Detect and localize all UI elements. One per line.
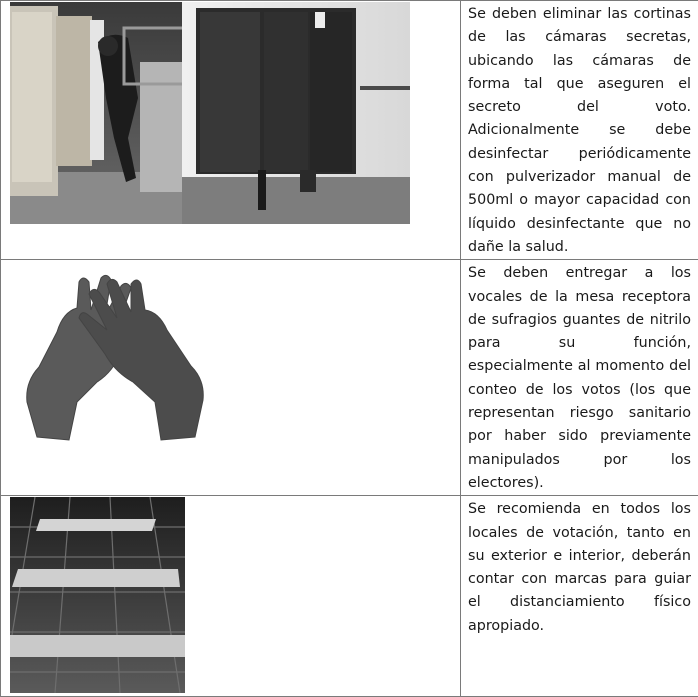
table-row [1,260,698,496]
table-row [1,496,698,697]
instruction-text-gloves: Se deben entregar a los vocales de la mesa receptora de sufragios guantes de nitrilo para su función, especialmente al momento del conteo de los votos (los que representan riesgo sanitario por haber sido previamente manipulados por los electores). [461,260,698,496]
image-cell [1,496,461,697]
nitrile-gloves-photo [17,272,207,442]
image-cell [1,260,461,496]
floor-distance-marks-photo [10,497,185,693]
table-row [1,1,698,260]
image-cell [1,1,461,260]
instruction-text-floor-marks: Se recomienda en todos los locales de votación, tanto en su exterior e interior, deberán contar con marcas para guiar el distanciamiento físico apropiado. [461,496,698,697]
instruction-text-booth: Se deben eliminar las cortinas de las cámaras secretas, ubicando las cámaras de forma tal que aseguren el secreto del voto. Adicionalmente se debe desinfectar periódicamente con pulverizador manual de 500ml o mayor capacidad con líquido desinfectante que no dañe la salud. [461,1,698,260]
voting-booth-photo [10,2,410,224]
